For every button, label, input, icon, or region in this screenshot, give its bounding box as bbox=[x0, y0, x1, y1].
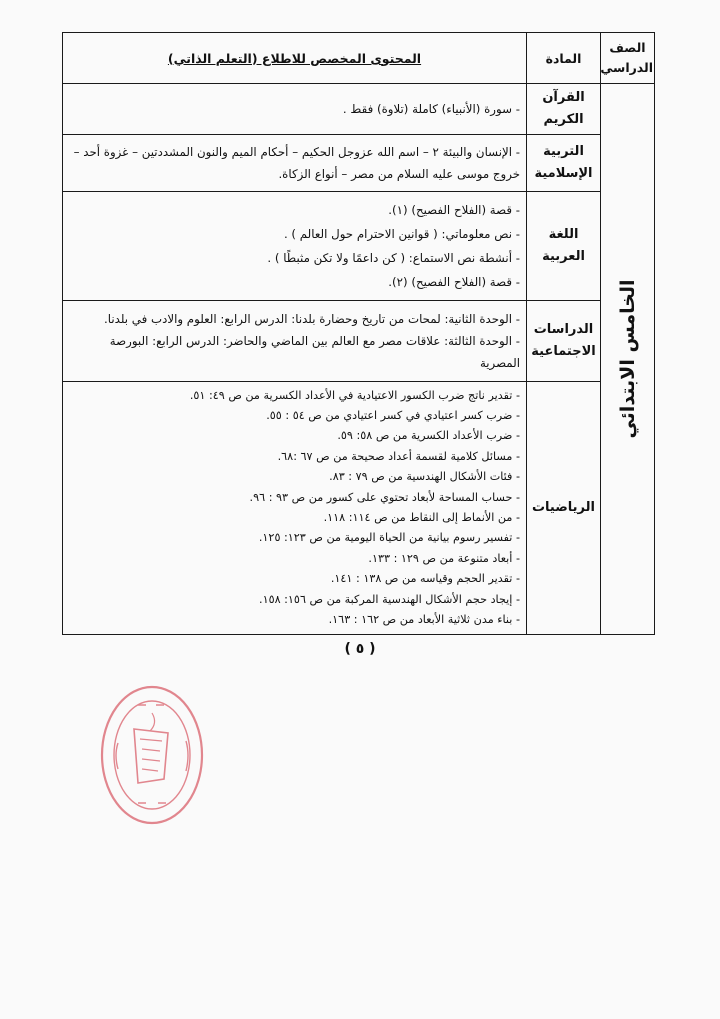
subject-quran: القرآن الكريم bbox=[527, 84, 601, 135]
content-line: - من الأنماط إلى النقاط من ص ١١٤: ١١٨. bbox=[323, 511, 520, 524]
content-line: - نص معلوماتي: ( قوانين الاحترام حول العالم ) . bbox=[283, 227, 520, 241]
content-line: - الإنسان والبيئة ٢ – اسم الله عزوجل الحكيم – أحكام الميم والنون المشددتين – غزوة أحد – خروج موسى عليه السلام من مصر – أنواع الزكاة. bbox=[73, 145, 520, 181]
official-stamp bbox=[98, 683, 206, 827]
content-line: - إيجاد حجم الأشكال الهندسية المركبة من ص ١٥٦: ١٥٨. bbox=[259, 592, 520, 606]
curriculum-table bbox=[62, 32, 655, 635]
content-line: - الوحدة الثانية: لمحات من تاريخ وحضارة بلدنا: الدرس الرابع: العلوم والادب في بلدنا. bbox=[104, 312, 520, 326]
content-line: - سورة (الأنبياء) كاملة (تلاوة) فقط . bbox=[342, 101, 520, 116]
row-quran bbox=[63, 84, 655, 135]
content-line: - أبعاد متنوعة من ص ١٢٩ : ١٣٣. bbox=[368, 551, 520, 565]
content-line: - ضرب الأعداد الكسرية من ص ٥٨: ٥٩. bbox=[337, 429, 520, 443]
header-row bbox=[63, 33, 655, 84]
content-arabic bbox=[63, 192, 527, 301]
row-social bbox=[63, 301, 655, 382]
grade-label: الخامس الابتدائي bbox=[616, 279, 639, 439]
content-line: - تفسير رسوم بيانية من الحياة اليومية من ص ١٢٣: ١٢٥. bbox=[258, 531, 520, 545]
header-grade: الصف الدراسي bbox=[601, 33, 655, 84]
content-social bbox=[63, 301, 527, 382]
grade-cell bbox=[601, 84, 655, 635]
content-quran bbox=[63, 84, 527, 135]
content-math bbox=[63, 382, 527, 635]
content-line: - قصة (الفلاح الفصيح) (١). bbox=[388, 203, 520, 217]
content-line: - مسائل كلامية لقسمة أعداد صحيحة من ص ٦٧ :٦٨. bbox=[277, 449, 520, 463]
content-line: - تقدير ناتج ضرب الكسور الاعتيادية في الأعداد الكسرية من ص ٤٩: ٥١. bbox=[189, 388, 520, 402]
row-math bbox=[63, 382, 655, 635]
content-islamic bbox=[63, 135, 527, 192]
header-subject: المادة bbox=[527, 33, 601, 84]
content-line: - بناء مدن ثلاثية الأبعاد من ص ١٦٢ : ١٦٣. bbox=[328, 613, 520, 627]
page-number: ( ٥ ) bbox=[344, 641, 376, 657]
row-islamic bbox=[63, 135, 655, 192]
subject-islamic: التربية الإسلامية bbox=[527, 135, 601, 192]
header-content bbox=[63, 33, 527, 84]
subject-social: الدراسات الاجتماعية bbox=[527, 301, 601, 382]
content-line: - أنشطة نص الاستماع: ( كن داعمًا ولا تكن مثبطًا ) . bbox=[267, 251, 520, 265]
content-line: - ضرب كسر اعتيادي في كسر اعتيادي من ص ٥٤ : ٥٥. bbox=[266, 408, 520, 422]
subject-math: الرياضيات bbox=[527, 382, 601, 635]
content-line: - الوحدة الثالثة: علاقات مصر مع العالم بين الماضي والحاضر: الدرس الرابع: البورصة المصرية bbox=[109, 334, 520, 370]
header-content-label: المحتوى المخصص للاطلاع (التعلم الذاتي) bbox=[167, 50, 422, 66]
content-line: - حساب المساحة لأبعاد تحتوي على كسور من ص ٩٣ : ٩٦. bbox=[249, 490, 520, 504]
content-line: - فئات الأشكال الهندسية من ص ٧٩ : ٨٣. bbox=[329, 470, 520, 484]
content-line: - تقدير الحجم وقياسه من ص ١٣٨ : ١٤١. bbox=[330, 572, 520, 586]
subject-arabic: اللغة العربية bbox=[527, 192, 601, 301]
content-line: - قصة (الفلاح الفصيح) (٢). bbox=[388, 275, 520, 289]
row-arabic bbox=[63, 192, 655, 301]
